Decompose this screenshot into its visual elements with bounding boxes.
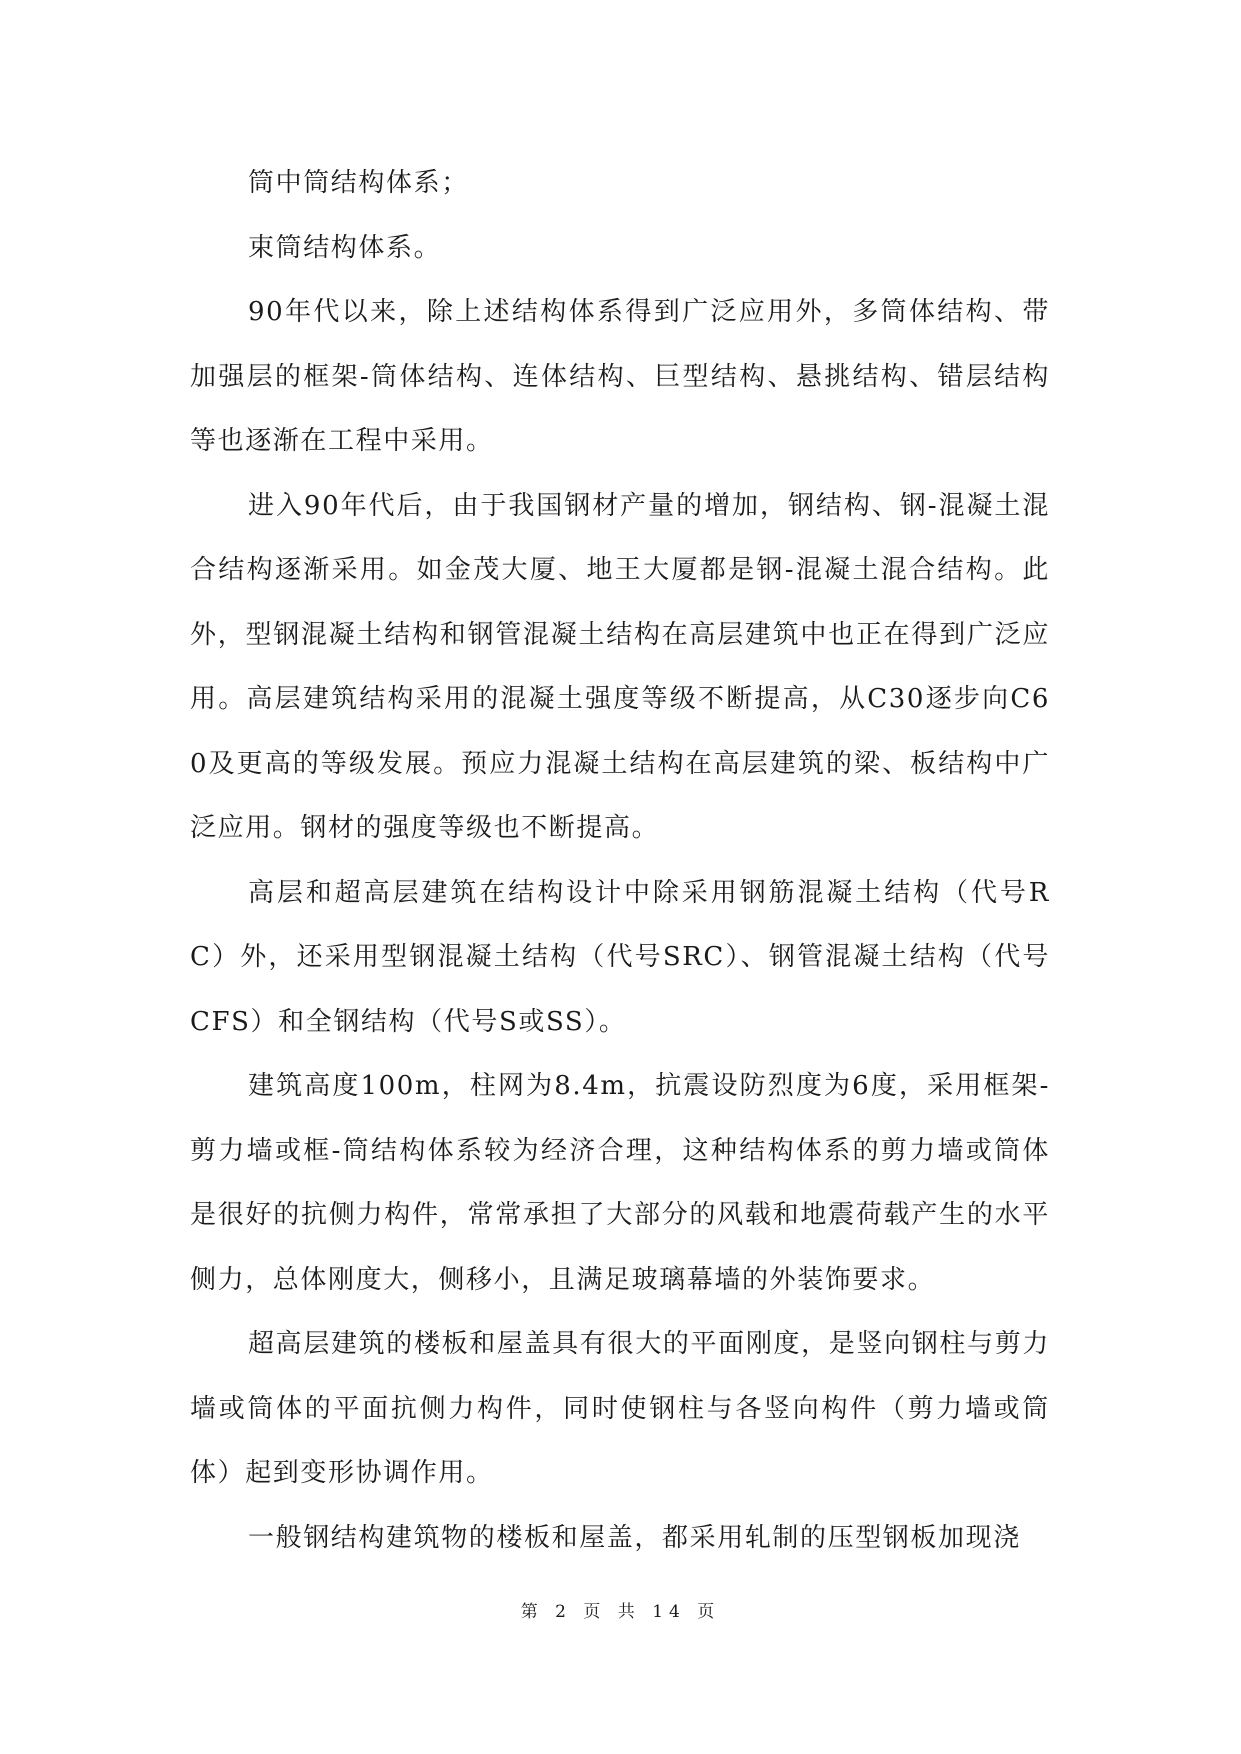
body-text (190, 151, 1050, 1570)
paragraph: 进入90年代后，由于我国钢材产量的增加，钢结构、钢-混凝土混合结构逐渐采用。如金茂大厦、地王大厦都是钢-混凝土混合结构。此外，型钢混凝土结构和钢管混凝土结构在高层建筑中也正在得到广泛应用。高层建筑结构采用的混凝土强度等级不断提高，从C30逐步向C60及更高的等级发展。预应力混凝土结构在高层建筑的梁、板结构中广泛应用。钢材的强度等级也不断提高。 (190, 490, 1050, 843)
paragraph: 一般钢结构建筑物的楼板和屋盖，都采用轧制的压型钢板加现浇 (248, 1522, 1021, 1553)
paragraph: 建筑高度100m，柱网为8.4m，抗震设防烈度为6度，采用框架-剪力墙或框-筒结构体系较为经济合理，这种结构体系的剪力墙或筒体是很好的抗侧力构件，常常承担了大部分的风载和地震荷载产生的水平侧力，总体刚度大，侧移小，且满足玻璃幕墙的外装饰要求。 (190, 1071, 1050, 1295)
paragraph: 超高层建筑的楼板和屋盖具有很大的平面刚度，是竖向钢柱与剪力墙或筒体的平面抗侧力构件，同时使钢柱与各竖向构件（剪力墙或筒体）起到变形协调作用。 (190, 1329, 1050, 1488)
paragraph: 90年代以来，除上述结构体系得到广泛应用外，多筒体结构、带加强层的框架-筒体结构、连体结构、巨型结构、悬挑结构、错层结构等也逐渐在工程中采用。 (190, 297, 1050, 456)
paragraph: 筒中筒结构体系； (248, 168, 469, 198)
paragraph: 束筒结构体系。 (248, 232, 442, 263)
page-footer: 第 2 页 共 14 页 (520, 1602, 721, 1622)
paragraph: 高层和超高层建筑在结构设计中除采用钢筋混凝土结构（代号RC）外，还采用型钢混凝土结构（代号SRC）、钢管混凝土结构（代号CFS）和全钢结构（代号S或SS）。 (190, 877, 1050, 1037)
